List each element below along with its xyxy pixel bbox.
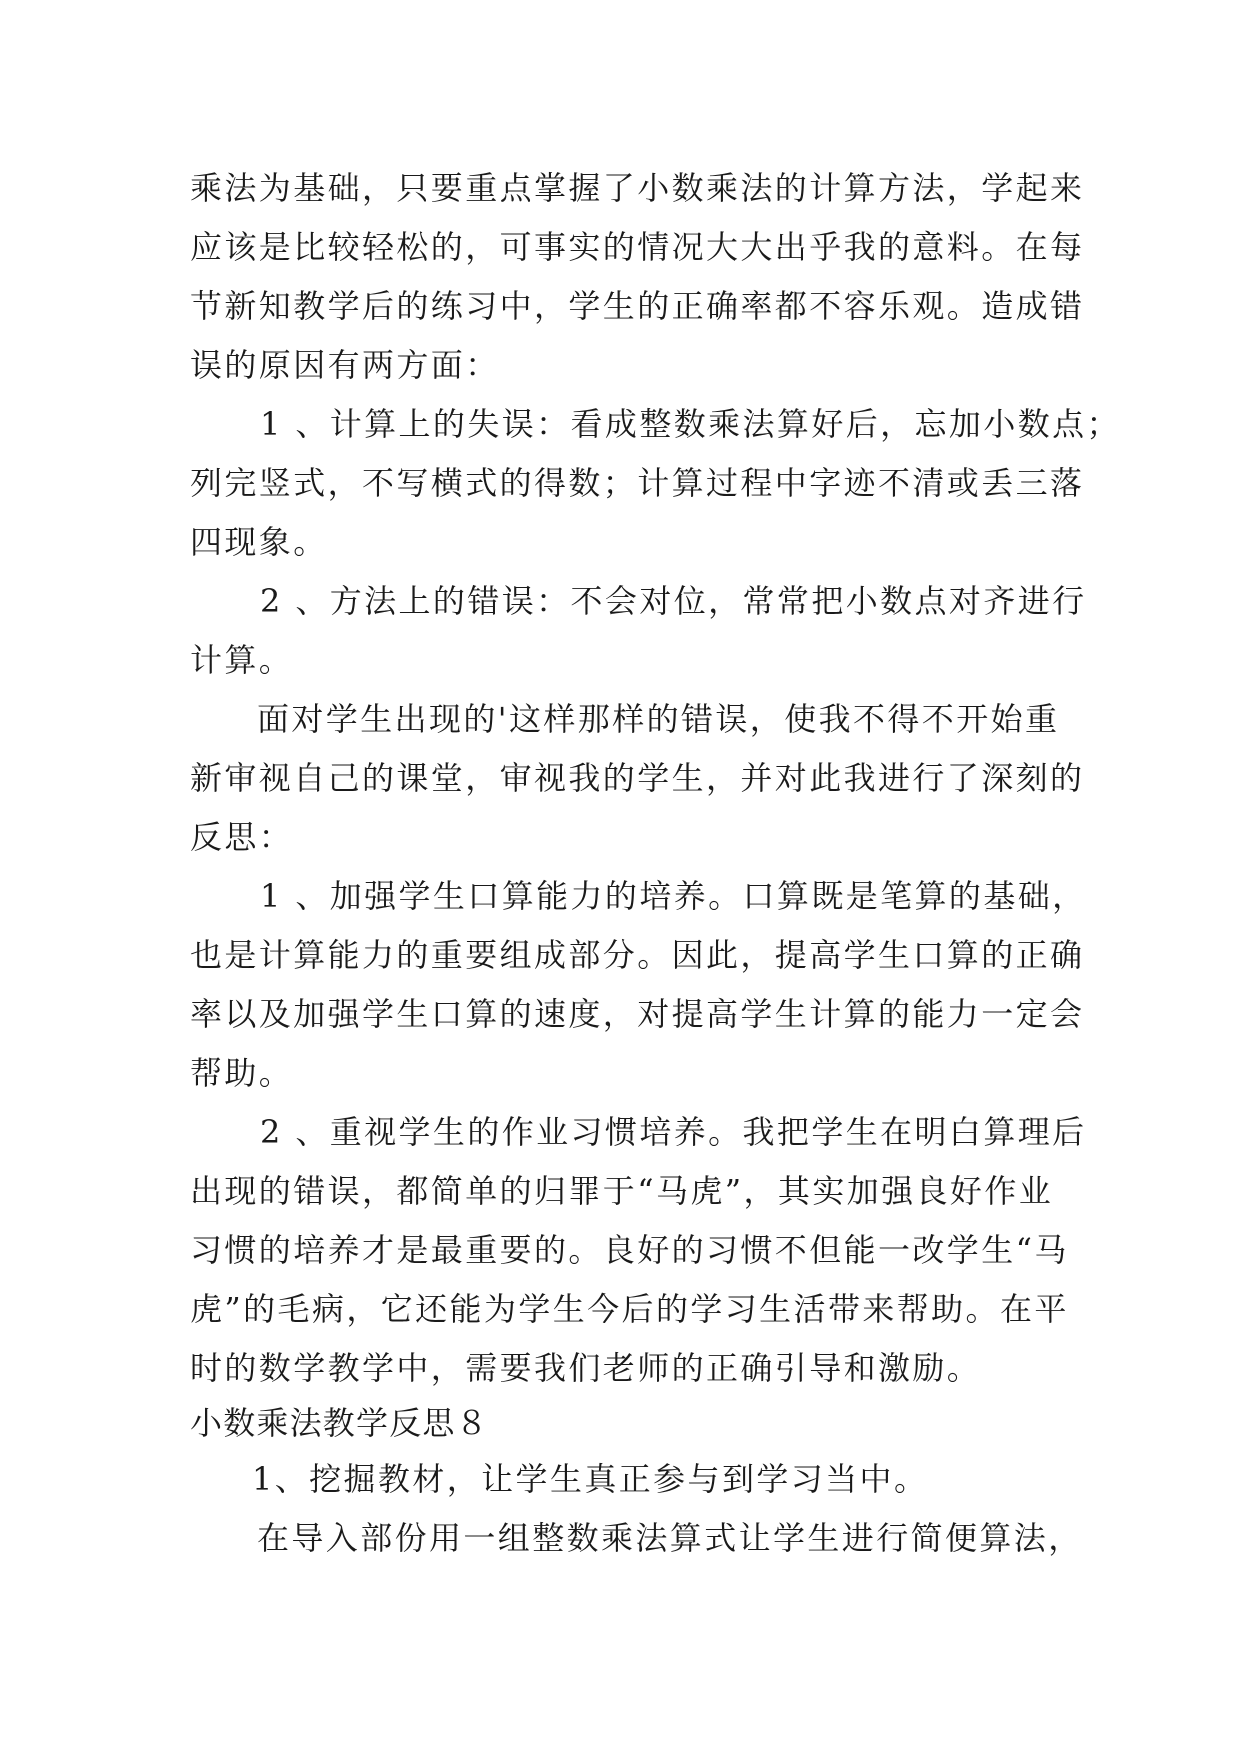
text-line: 四现象。	[190, 523, 328, 561]
text-line: 乘法为基础，只要重点掌握了小数乘法的计算方法，学起来	[190, 169, 1085, 207]
list-item-line: 2 、重视学生的作业习惯培养。我把学生在明白算理后	[260, 1113, 1087, 1151]
text-line: 时的数学教学中，需要我们老师的正确引导和激励。	[190, 1349, 982, 1387]
text-line: 节新知教学后的练习中，学生的正确率都不容乐观。造成错	[190, 287, 1085, 325]
list-item-line: 2 、方法上的错误：不会对位，常常把小数点对齐进行	[260, 582, 1087, 620]
text-line: 出现的错误，都简单的归罪于“马虎”，其实加强良好作业	[190, 1172, 1054, 1210]
text-line: 率以及加强学生口算的速度，对提高学生计算的能力一定会	[190, 995, 1085, 1033]
text-line: 习惯的培养才是最重要的。良好的习惯不但能一改学生“马	[190, 1231, 1069, 1269]
text-line: 计算。	[190, 641, 294, 679]
text-line: 新审视自己的课堂，审视我的学生，并对此我进行了深刻的	[190, 759, 1085, 797]
paragraph-start-line: 面对学生出现的'这样那样的错误，使我不得不开始重	[257, 700, 1060, 738]
text-line: 列完竖式，不写横式的得数；计算过程中字迹不清或丢三落	[190, 464, 1085, 502]
section-heading: 小数乘法教学反思８	[190, 1404, 489, 1442]
text-line: 虎”的毛病，它还能为学生今后的学习生活带来帮助。在平	[190, 1290, 1069, 1328]
text-line: 帮助。	[190, 1054, 294, 1092]
list-item-line: 1、挖掘教材，让学生真正参与到学习当中。	[252, 1460, 929, 1498]
list-item-line: 1 、加强学生口算能力的培养。口算既是笔算的基础，	[260, 877, 1087, 915]
paragraph-start-line: 在导入部份用一组整数乘法算式让学生进行简便算法，	[257, 1519, 1083, 1557]
text-line: 反思：	[190, 818, 294, 856]
list-item-line: 1 、计算上的失误：看成整数乘法算好后，忘加小数点；	[260, 405, 1121, 443]
text-line: 应该是比较轻松的，可事实的情况大大出乎我的意料。在每	[190, 228, 1085, 266]
text-line: 误的原因有两方面：	[190, 346, 500, 384]
text-line: 也是计算能力的重要组成部分。因此，提高学生口算的正确	[190, 936, 1085, 974]
